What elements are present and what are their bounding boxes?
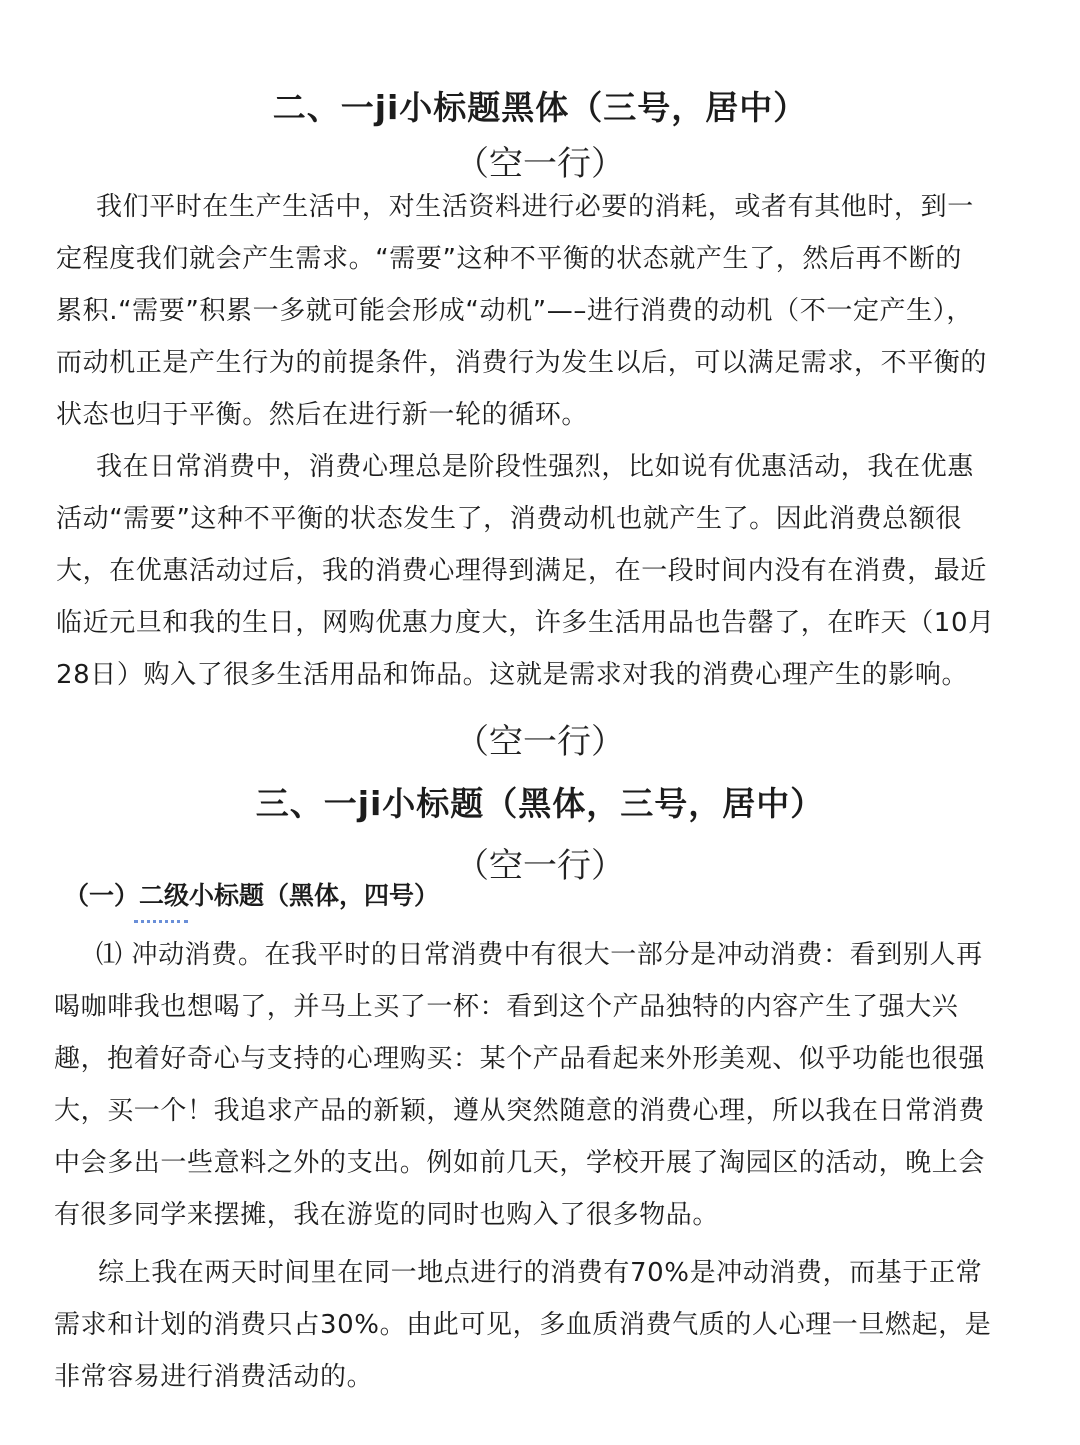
paragraph-line: 中会多出一些意料之外的支出。例如前几天，学校开展了淘园区的活动，晚上会	[54, 1148, 986, 1178]
paragraph-line: 喝咖啡我也想喝了，并马上买了一杯：看到这个产品独特的内容产生了强大兴	[54, 992, 959, 1022]
paragraph-line: 定程度我们就会产生需求。“需要”这种不平衡的状态就产生了，然后再不断的	[56, 244, 962, 274]
paragraph-line: 活动“需要”这种不平衡的状态发生了，消费动机也就产生了。因此消费总额很	[56, 504, 962, 534]
paragraph-line: 累积.“需要”积累一多就可能会形成“动机”—–进行消费的动机（不一定产生），	[56, 296, 973, 326]
paragraph-line: 而动机正是产生行为的前提条件，消费行为发生以后，可以满足需求，不平衡的	[56, 348, 988, 378]
heading-level-2: （一）二级小标题（黑体，四号）	[64, 881, 440, 910]
paragraph-line: 综上我在两天时间里在同一地点进行的消费有70%是冲动消费，而基于正常	[98, 1258, 983, 1288]
paragraph-line: 大，在优惠活动过后，我的消费心理得到满足，在一段时间内没有在消费，最近	[56, 556, 988, 586]
blank-line-note: （空一行）	[455, 722, 625, 762]
blank-line-note: （空一行）	[455, 846, 625, 886]
paragraph-line: 状态也归于平衡。然后在进行新一轮的循环。	[56, 400, 589, 430]
paragraph-line: 临近元旦和我的生日，网购优惠力度大，许多生活用品也告罄了，在昨天（10月	[56, 608, 995, 638]
heading-level-1-section-2: 二、一ji小标题黑体（三号，居中）	[272, 88, 808, 127]
paragraph-line: 我在日常消费中，消费心理总是阶段性强烈，比如说有优惠活动，我在优惠	[96, 452, 974, 482]
paragraph-line: ⑴ 冲动消费。在我平时的日常消费中有很大一部分是冲动消费：看到别人再	[96, 940, 983, 970]
paragraph-line: 趣，抱着好奇心与支持的心理购买：某个产品看起来外形美观、似乎功能也很强	[54, 1044, 986, 1074]
paragraph-line: 28日）购入了很多生活用品和饰品。这就是需求对我的消费心理产生的影响。	[56, 660, 969, 690]
paragraph-line: 非常容易进行消费活动的。	[54, 1362, 374, 1392]
paragraph-line: 大，买一个！我追求产品的新颖，遵从突然随意的消费心理，所以我在日常消费	[54, 1096, 986, 1126]
paragraph-line: 有很多同学来摆摊，我在游览的同时也购入了很多物品。	[54, 1200, 720, 1230]
blank-line-note: （空一行）	[455, 144, 625, 184]
paragraph-line: 我们平时在生产生活中，对生活资料进行必要的消耗，或者有其他时，到一	[96, 192, 974, 222]
paragraph-line: 需求和计划的消费只占30%。由此可见，多血质消费气质的人心理一旦燃起，是	[54, 1310, 992, 1340]
spell-check-underline	[134, 920, 188, 923]
heading-level-1-section-3: 三、一ji小标题（黑体，三号，居中）	[255, 784, 825, 823]
